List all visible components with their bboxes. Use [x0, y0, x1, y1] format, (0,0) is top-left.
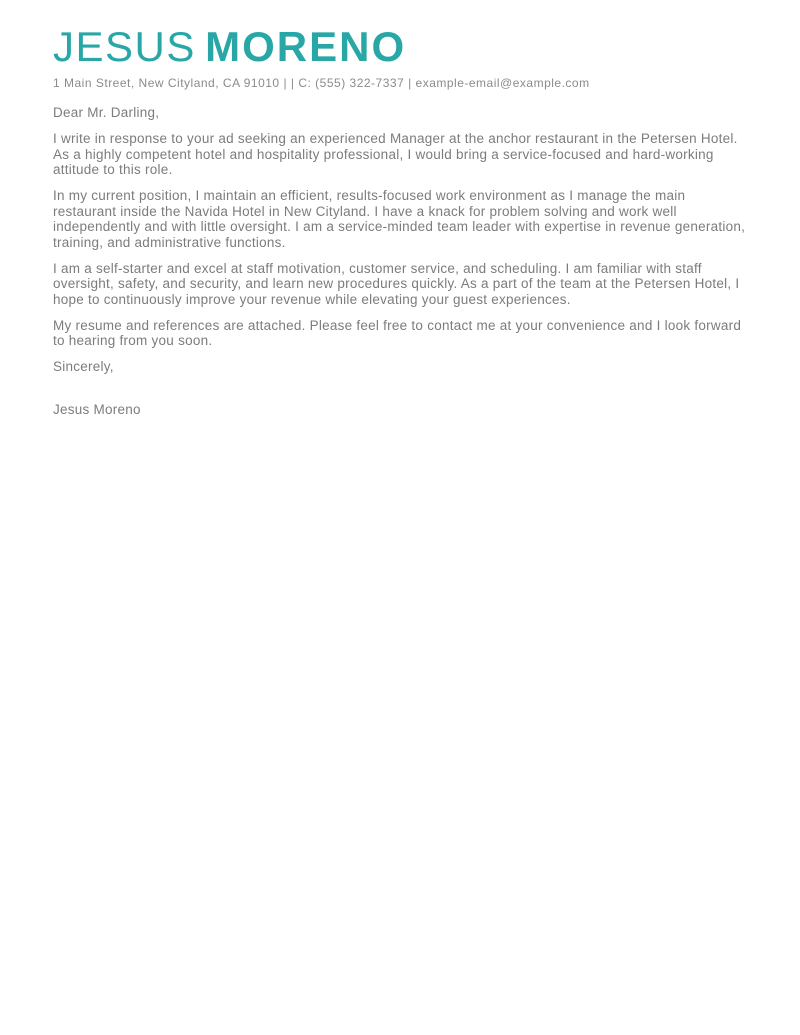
- paragraph-intro: I write in response to your ad seeking an experienced Manager at the anchor restaurant in the Petersen Hotel. As a highly competent hotel and hospitality professional, I would bring a service-focused and hard-working attitude to this role.: [53, 131, 738, 177]
- paragraph-closing-call: My resume and references are attached. Please feel free to contact me at your convenience and I look forward to hearing from you soon.: [53, 317, 742, 348]
- letter-header: [53, 23, 749, 90]
- paragraph-current-position: In my current position, I maintain an efficient, results-focused work environment as I manage the main restaurant inside the Navida Hotel in New Cityland. I have a knack for problem solving and work well independently and with little oversight. I am a service-minded team leader with expertise in revenue generation, training, and administrative functions.: [53, 188, 746, 250]
- salutation: Dear Mr. Darling,: [53, 105, 160, 120]
- candidate-last-name: MORENO: [205, 23, 407, 70]
- signature-name: Jesus Moreno: [53, 401, 141, 417]
- candidate-name: [53, 23, 749, 70]
- contact-info-line: 1 Main Street, New Cityland, CA 91010 | | C: (555) 322-7337 | example-email@example.com: [53, 76, 590, 90]
- closing-valediction: Sincerely,: [53, 359, 114, 374]
- paragraph-skills: I am a self-starter and excel at staff motivation, customer service, and scheduling. I am familiar with staff oversight, safety, and security, and learn new procedures quickly. As a part of the team at the Petersen Hotel, I hope to continuously improve your revenue while elevating your guest experiences.: [53, 260, 740, 307]
- candidate-first-name: JESUS: [53, 23, 196, 70]
- letter-body: [53, 105, 749, 417]
